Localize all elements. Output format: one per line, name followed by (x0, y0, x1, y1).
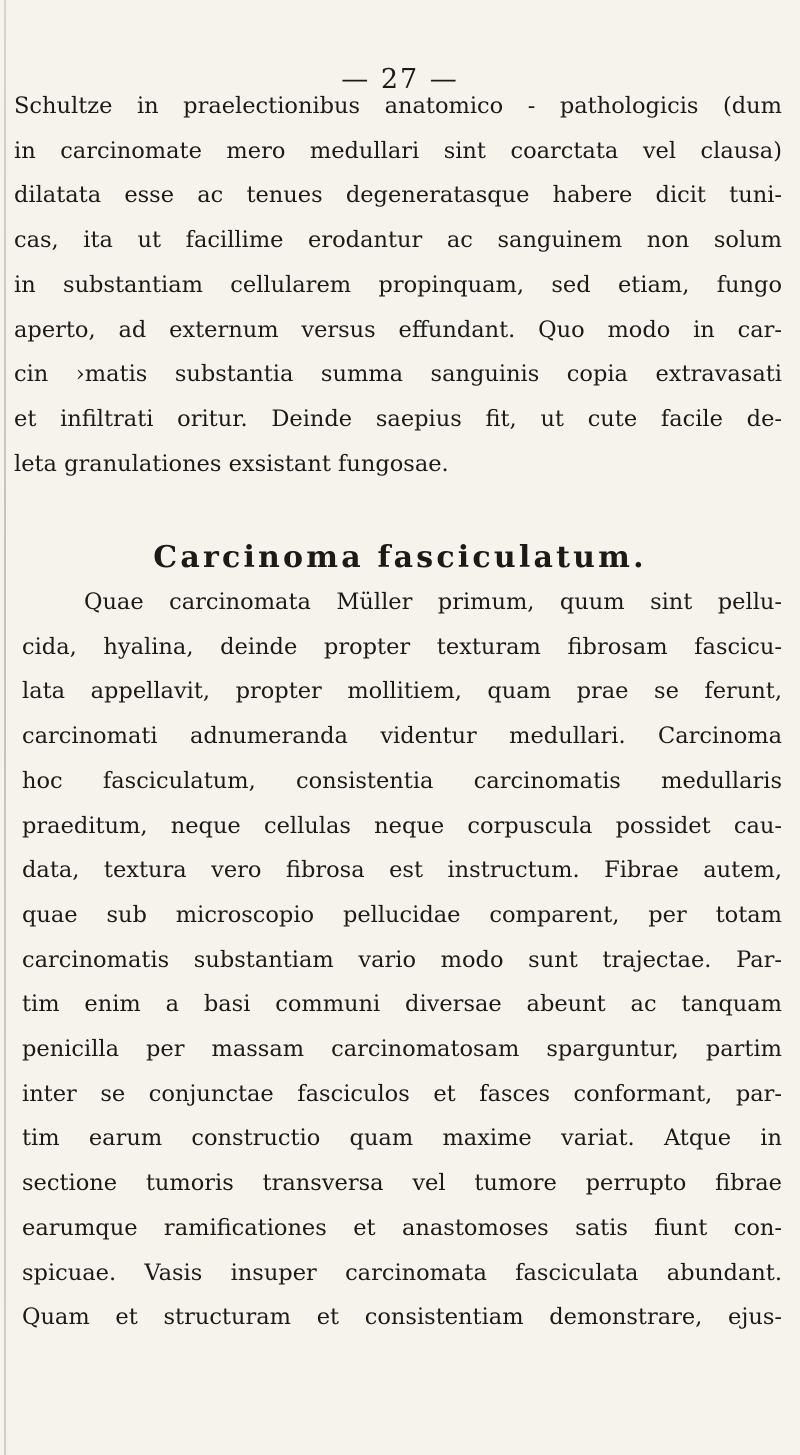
text-line: lata appellavit, propter mollitiem, quam prae se ferunt, (22, 678, 782, 705)
paragraph-1 (14, 84, 782, 486)
page-edge-shadow (4, 0, 6, 1455)
text-line: quae sub microscopio pellucidae comparent, per totam (22, 901, 782, 928)
text-line: penicilla per massam carcinomatosam sparguntur, partim (22, 1036, 782, 1063)
text-line: cas, ita ut facillime erodantur ac sanguinem non solum (14, 227, 782, 254)
text-line: inter se conjunctae fasciculos et fasces conformant, par- (22, 1080, 782, 1107)
text-line: aperto, ad externum versus effundant. Quo modo in car- (14, 316, 782, 343)
text-line: Schultze in praelectionibus anatomico - pathologicis (dum (14, 93, 782, 119)
text-line: cin ›matis substantia summa sanguinis copia extravasati (14, 361, 782, 388)
text-line: Quae carcinomata Müller primum, quum sint pellu- (84, 589, 782, 615)
paragraph-2 (22, 580, 782, 1340)
text-line: leta granulationes exsistant fungosae. (14, 450, 449, 477)
section-heading: Carcinoma fasciculatum. (153, 540, 647, 575)
text-line: in carcinomate mero medullari sint coarctata vel clausa) (14, 137, 782, 164)
text-line: praeditum, neque cellulas neque corpuscula possidet cau- (22, 812, 782, 839)
text-line: spicuae. Vasis insuper carcinomata fasciculata abundant. (22, 1259, 782, 1286)
text-line: earumque ramificationes et anastomoses satis fiunt con- (22, 1214, 782, 1241)
text-line: cida, hyalina, deinde propter texturam fibrosam fascicu- (22, 633, 782, 660)
text-line: hoc fasciculatum, consistentia carcinomatis medullaris (22, 767, 782, 794)
text-line: carcinomatis substantiam vario modo sunt trajectae. Par- (22, 946, 782, 973)
text-line: data, textura vero fibrosa est instructum. Fibrae autem, (22, 857, 782, 884)
text-line: carcinomati adnumeranda videntur medullari. Carcinoma (22, 723, 782, 750)
text-line: sectione tumoris transversa vel tumore perrupto fibrae (22, 1170, 782, 1197)
text-line: tim earum constructio quam maxime variat. Atque in (22, 1125, 782, 1152)
text-line: dilatata esse ac tenues degeneratasque habere dicit tuni- (14, 182, 782, 209)
text-line: tim enim a basi communi diversae abeunt ac tanquam (22, 991, 782, 1018)
text-line: Quam et structuram et consistentiam demonstrare, ejus- (22, 1304, 782, 1331)
text-line: et infiltrati oritur. Deinde saepius fit, ut cute facile de- (14, 405, 782, 432)
text-line: in substantiam cellularem propinquam, sed etiam, fungo (14, 271, 782, 298)
page-number: — 27 — (341, 64, 459, 95)
